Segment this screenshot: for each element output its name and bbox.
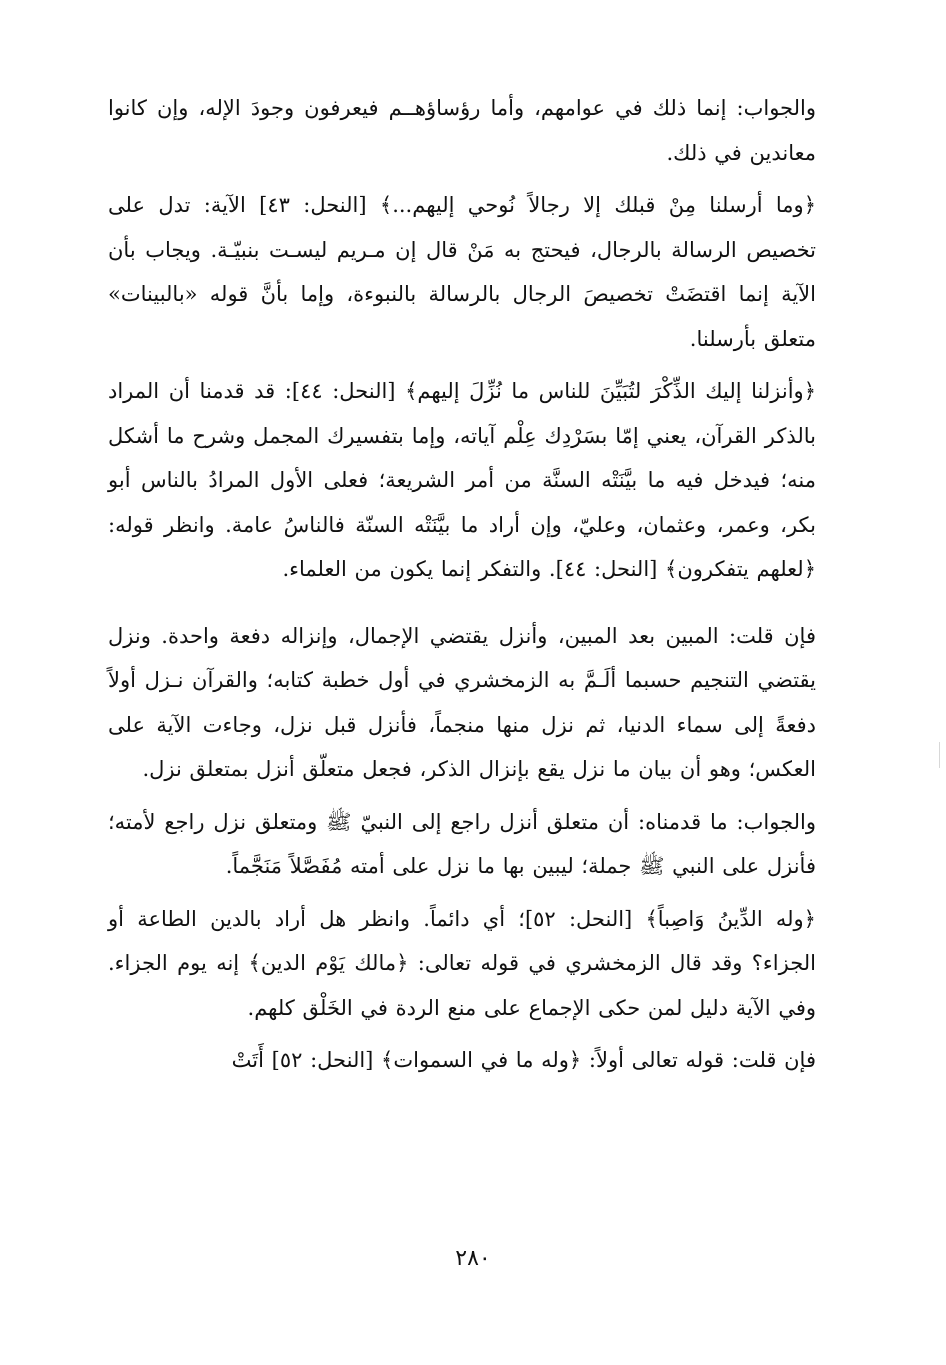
edge-mark (939, 742, 940, 768)
paragraph-verse-44: ﴿وأنزلنا إليك الذِّكْرَ لتُبَيِّنَ للناس ما نُزِّلَ إليهم﴾ [النحل: ٤٤]: قد قدمنا أن المراد بالذكر القرآن، يعني إمّا بسَرْدِك عِلْم آياته، وإما بتفسيرك المجمل وشرح ما أشكل منه؛ فيدخل فيه ما بيَّنَتْه السنَّة من أمر الشريعة؛ فعلى الأول المرادُ بالناس أبو بكر، وعمر، وعثمان، وعليّ، وإن أراد ما بيَّنَتْه السنّة فالناسُ عامة. وانظر قوله: ﴿لعلهم يتفكرون﴾ [النحل: ٤٤]. والتفكر إنما يكون من العلماء. (108, 379, 816, 581)
paragraph-answer-2: والجواب: ما قدمناه: أن متعلق أنزل راجع إلى النبيّ ﷺ ومتعلق نزل راجع لأمته؛ فأنزل على النبي ﷺ جملة؛ ليبين بها ما نزل على أمته مُفَصَّلاً مَنَجَّماً. (108, 809, 816, 878)
paragraph-question-2: فإن قلت: قوله تعالى أولاً: ﴿وله ما في السموات﴾ [النحل: ٥٢] أَتَتْ (231, 1048, 816, 1072)
page-body (108, 86, 816, 1365)
paragraph-verse-43: ﴿وما أرسلنا مِنْ قبلك إلا رجالاً نُوحي إليهم...﴾ [النحل: ٤٣] الآية: تدل على تخصيص الرسالة بالرجال، فيحتج به مَنْ قال إن مـريم ليسـت بنبيّـة. ويجاب بأن الآية إنما اقتضَتْ تخصيصَ الرجال بالرسالة بالنبوءة، وإما بأنَّ قوله «بالبينات» متعلق بأرسلنا. (108, 193, 816, 351)
paragraph-answer-1: والجواب: إنما ذلك في عوامهم، وأما رؤساؤهــم فيعرفون وجودَ الإله، وإن كانوا معاندين في ذلك. (108, 96, 816, 165)
page-number: ٢٨٠ (455, 1246, 491, 1271)
paragraph-question-1: فإن قلت: المبين بعد المبين، وأنزل يقتضي الإجمال، وإنزاله دفعة واحدة. ونزل يقتضي التنجيم حسبما ألَـمَّ به الزمخشري في أول خطبة كتابه؛ والقرآن نـزل أولاً دفعةً إلى سماء الدنيا، ثم نزل منها منجماً، فأنزل قبل نزل، وجاءت الآية على العكس؛ وهو أن بيان ما نزل يقع بإنزال الذكر، فجعل متعلّق أنزل بمتعلق نزل. (108, 623, 816, 781)
paragraph-verse-52: ﴿وله الدِّينُ وَاصِباً﴾ [النحل: ٥٢]؛ أي دائماً. وانظر هل أراد بالدين الطاعة أو الجزاء؟ وقد قال الزمخشري في قوله تعالى: ﴿مالك يَوْم الدين﴾ إنه يوم الجزاء. وفي الآية دليل لمن حكى الإجماع على منع الردة في الخَلْق كلهم. (108, 906, 816, 1020)
